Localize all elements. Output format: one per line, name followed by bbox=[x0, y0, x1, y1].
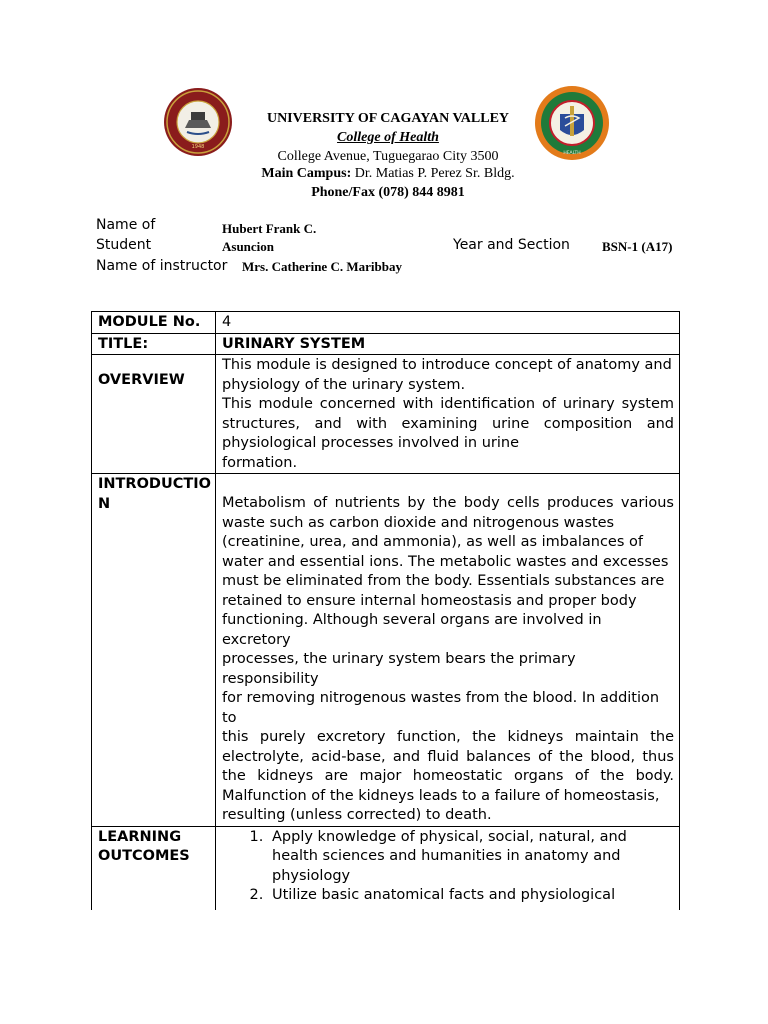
instructor-value: Mrs. Catherine C. Maribbay bbox=[242, 259, 402, 274]
university-name: UNIVERSITY OF CAGAYAN VALLEY bbox=[266, 111, 510, 126]
university-seal-logo bbox=[163, 86, 233, 158]
module-no-label: MODULE No. bbox=[92, 312, 216, 334]
svg-text:1948: 1948 bbox=[191, 144, 205, 150]
learning-outcomes-label: LEARNING OUTCOMES bbox=[92, 826, 216, 910]
overview-line: This module concerned with identification of urinary system structures, and with examining urine composition and physiological processes involved in urine bbox=[222, 396, 674, 451]
learning-outcomes-content bbox=[216, 826, 680, 910]
learning-outcomes-list bbox=[222, 828, 674, 906]
introduction-line: Metabolism of nutrients by the body cells produces various waste such as carbon dioxide and nitrogenous wastes bbox=[222, 495, 674, 531]
main-campus bbox=[230, 165, 546, 183]
student-name-value-line2: Asuncion bbox=[222, 239, 275, 254]
overview-line: physiology of the urinary system. bbox=[222, 376, 466, 393]
college-name: College of Health bbox=[337, 130, 439, 145]
introduction-line: resulting (unless corrected) to death. bbox=[222, 807, 492, 823]
introduction-label: INTRODUCTION bbox=[92, 474, 216, 827]
instructor-label: Name of instructor bbox=[96, 258, 228, 274]
college-address: College Avenue, Tuguegarao City 3500 bbox=[277, 149, 499, 164]
student-name-label-line1: Name of bbox=[96, 217, 156, 233]
learning-outcome-item: 1. Apply knowledge of physical, social, natural, and health sciences and humanities in anatomy and physiology bbox=[268, 828, 674, 887]
module-no-value: 4 bbox=[216, 312, 680, 334]
overview-line: formation. bbox=[222, 454, 298, 471]
title-value: URINARY SYSTEM bbox=[216, 333, 680, 355]
svg-text:HEALTH: HEALTH bbox=[563, 151, 581, 156]
introduction-line: processes, the urinary system bears the primary responsibility bbox=[222, 651, 576, 687]
overview-row bbox=[92, 355, 680, 474]
introduction-line: for removing nitrogenous wastes from the blood. In addition to bbox=[222, 690, 660, 726]
introduction-line: this purely excretory function, the kidneys maintain the electrolyte, acid-base, and fluid balances of the blood, thus the kidneys are major homeostatic organs of the body. Malfunction of the kidneys leads to a failure of homeostasis, bbox=[222, 729, 674, 804]
learning-outcome-item: 2. Utilize basic anatomical facts and physiological bbox=[268, 886, 674, 906]
introduction-row bbox=[92, 474, 680, 827]
title-row bbox=[92, 333, 680, 355]
phone-fax: Phone/Fax (078) 844 8981 bbox=[311, 185, 465, 200]
introduction-line: (creatinine, urea, and ammonia), as well as imbalances of water and essential ions. The metabolic wastes and excesses bbox=[222, 534, 669, 570]
introduction-line: retained to ensure internal homeostasis and proper body functioning. Although several organs are involved in excretory bbox=[222, 592, 637, 648]
year-section-value: BSN-1 (A17) bbox=[602, 239, 673, 254]
main-campus-label: Main Campus: bbox=[261, 166, 352, 181]
student-name-value-line1: Hubert Frank C. bbox=[222, 221, 317, 236]
title-label: TITLE: bbox=[92, 333, 216, 355]
module-no-row bbox=[92, 312, 680, 334]
overview-label: OVERVIEW bbox=[92, 355, 216, 474]
overview-line: This module is designed to introduce concept of anatomy and bbox=[222, 357, 672, 373]
main-campus-value: Dr. Matias P. Perez Sr. Bldg. bbox=[351, 166, 515, 181]
year-section-label: Year and Section bbox=[453, 237, 570, 253]
introduction-content bbox=[216, 474, 680, 827]
college-of-health-logo bbox=[535, 84, 609, 162]
learning-outcomes-row bbox=[92, 826, 680, 910]
overview-content bbox=[216, 355, 680, 474]
module-table bbox=[91, 311, 680, 910]
introduction-line: must be eliminated from the body. Essentials substances are bbox=[222, 573, 665, 589]
student-name-label-line2: Student bbox=[96, 237, 152, 253]
